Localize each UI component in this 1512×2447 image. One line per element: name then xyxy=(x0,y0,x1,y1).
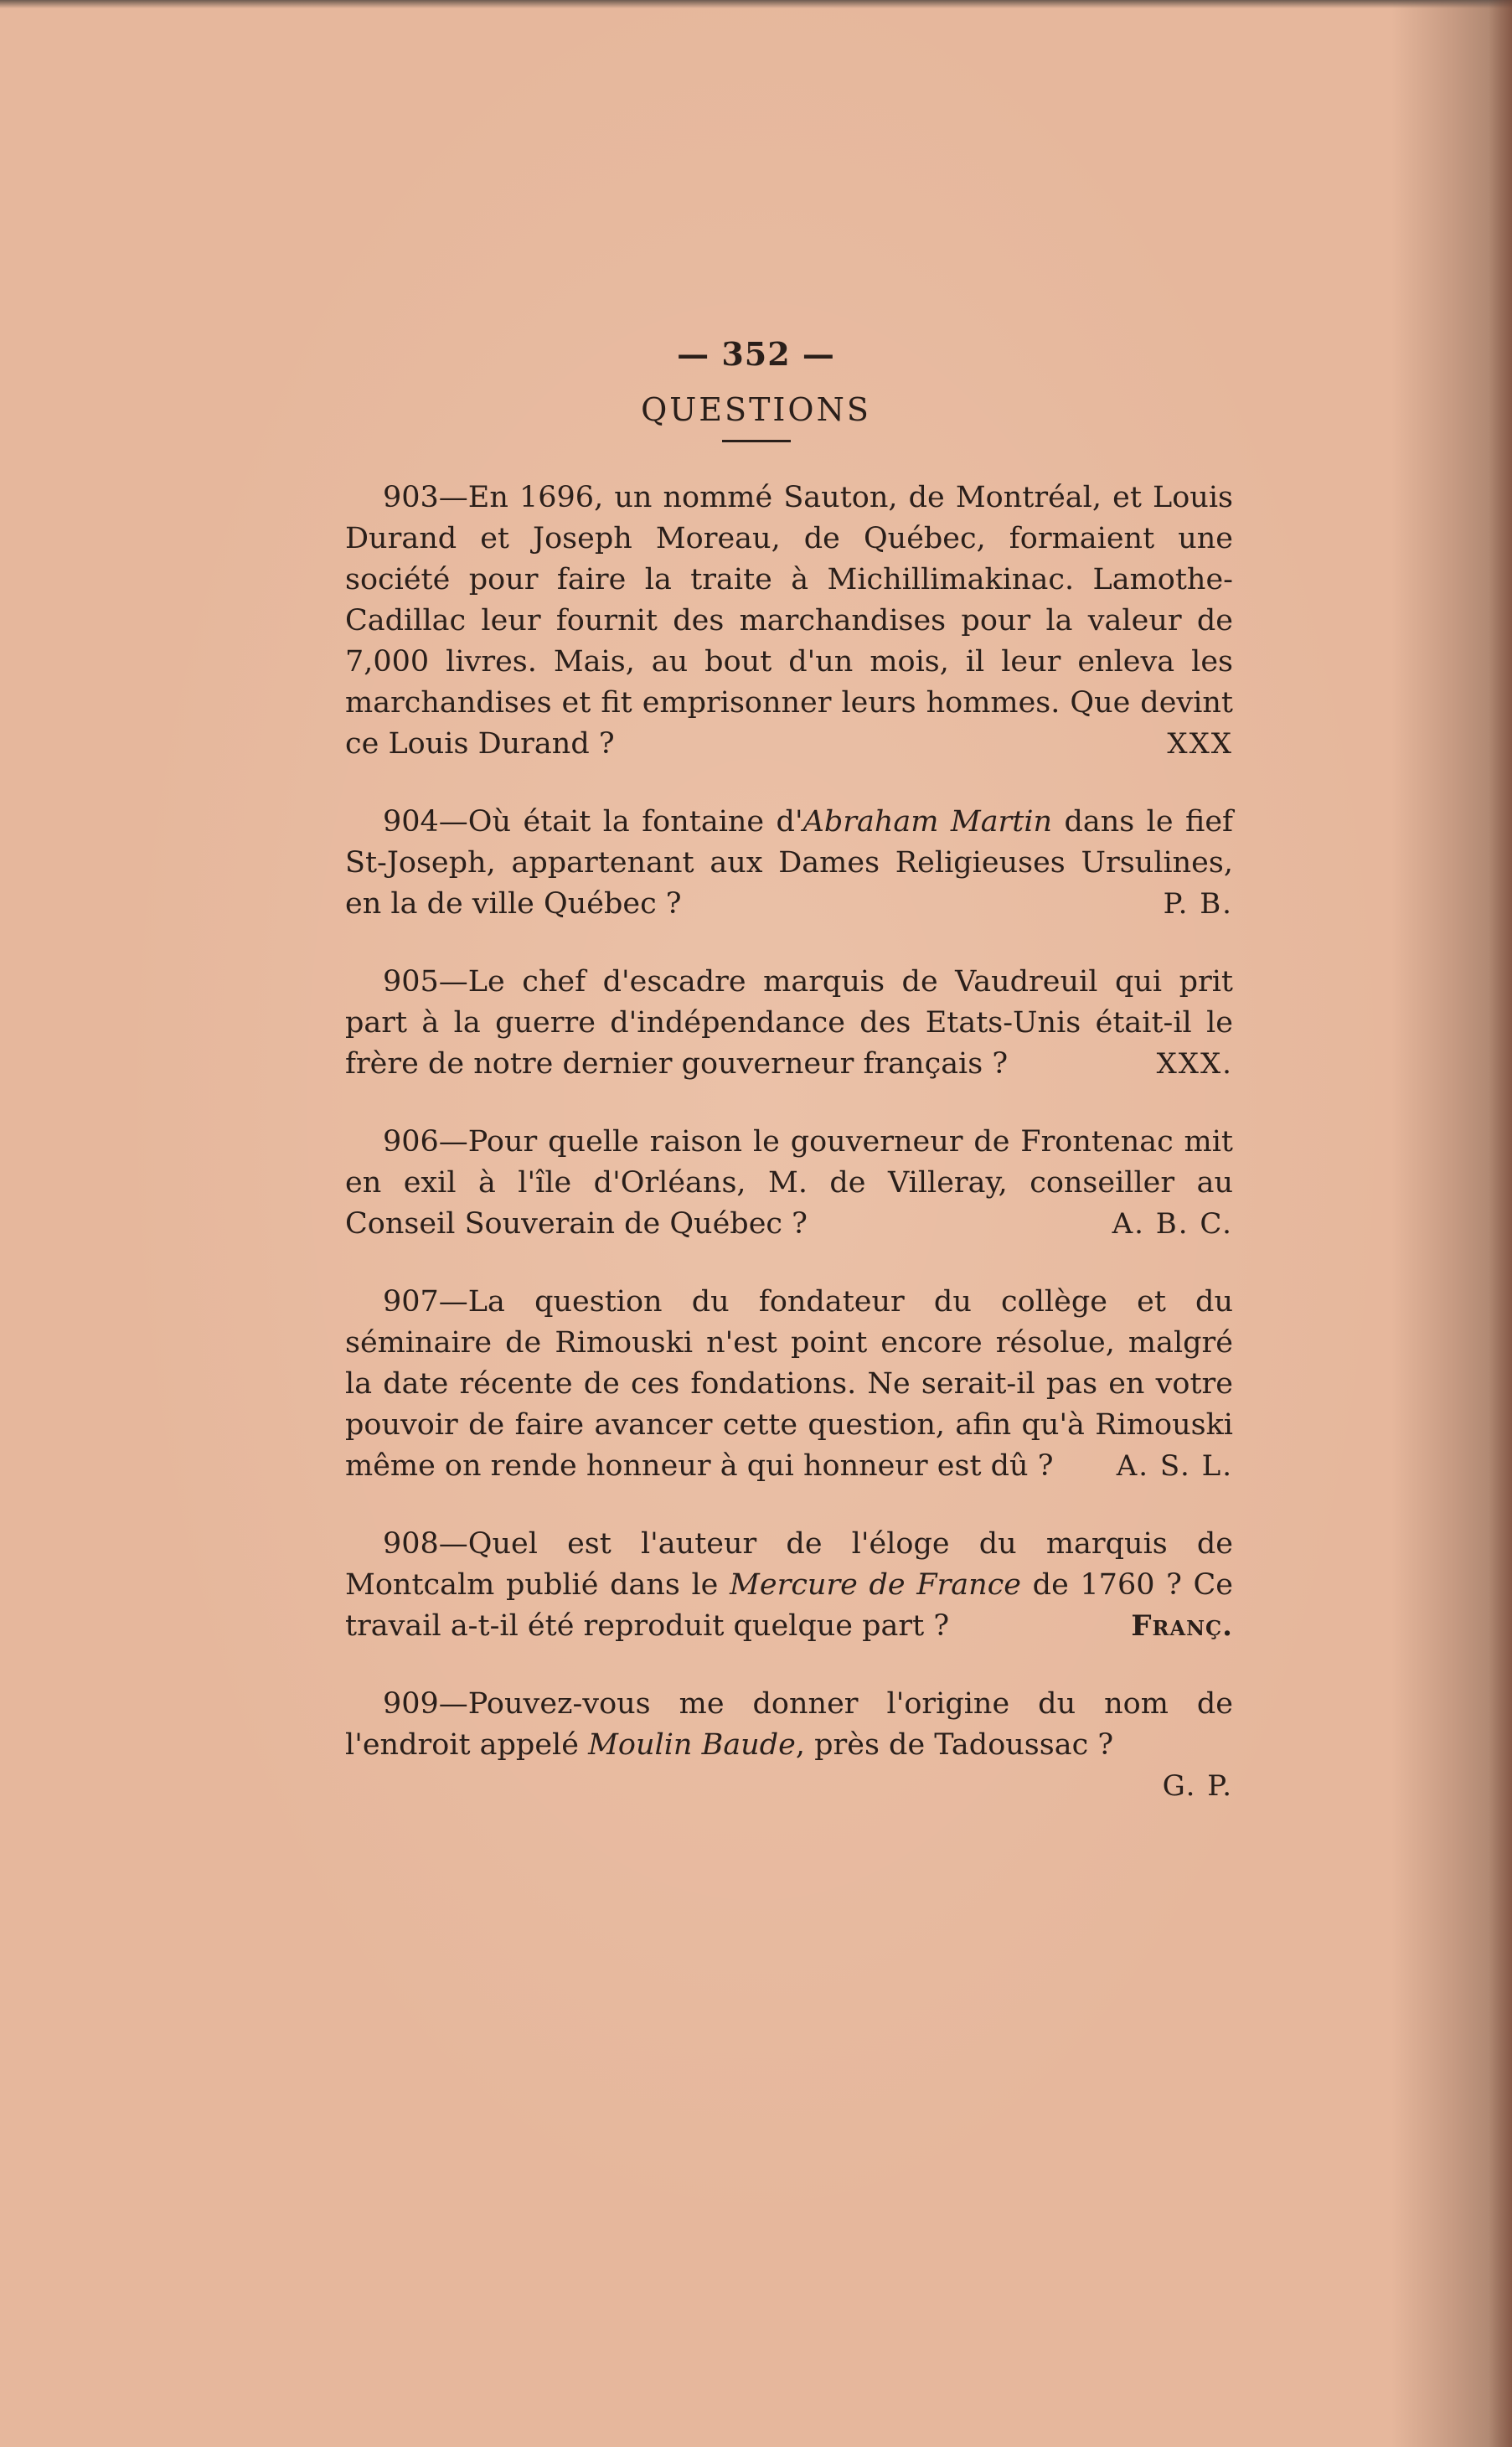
question-text-italic: Abraham Martin xyxy=(802,805,1053,839)
question-text-italic: Mercure de France xyxy=(730,1568,1022,1602)
question-text: dans le fief St-Joseph, appartenant aux Dames Religieuses Ursulines, en la de ville Québec ? xyxy=(345,805,1233,921)
question-entry xyxy=(345,478,1233,765)
question-entry xyxy=(345,1122,1233,1245)
question-signature: P. B. xyxy=(1163,887,1233,921)
question-text: 906—Pour quelle raison le gouverneur de Frontenac mit en exil à l'île d'Orléans, M. de Villeray, conseiller au Conseil Souverain de Québec ? xyxy=(345,1125,1233,1241)
question-signature: G. P. xyxy=(1162,1769,1233,1803)
question-signature: Franç. xyxy=(1131,1609,1233,1643)
question-text: 904—Où était la fontaine d' xyxy=(383,805,803,839)
question-entry xyxy=(345,1684,1233,1807)
question-signature: XXX. xyxy=(1156,1047,1233,1081)
heading-rule xyxy=(722,440,791,442)
question-text: 903—En 1696, un nommé Sauton, de Montréal, et Louis Durand et Joseph Moreau, de Québec, formaient une société pour faire la traite à Michillimakinac. Lamothe-Cadillac leur fournit des marchandises pour la valeur de 7,000 livres. Mais, au bout d'un mois, il leur enleva les marchandises et fit emprisonner leurs hommes. Que devint ce Louis Durand ? xyxy=(345,481,1233,761)
question-text-italic: Moulin Baude xyxy=(588,1728,796,1762)
question-text: de 1760 ? Ce travail a-t-il été reproduit quelque part ? xyxy=(345,1568,1233,1643)
question-text: 905—Le chef d'escadre marquis de Vaudreuil qui prit part à la guerre d'indépendance des Etats-Unis était-il le frère de notre dernier gouverneur français ? xyxy=(345,965,1233,1081)
page-top-edge xyxy=(0,0,1512,8)
question-signature: A. S. L. xyxy=(1116,1449,1233,1483)
question-entry xyxy=(345,1282,1233,1487)
question-entry xyxy=(345,802,1233,925)
question-entry xyxy=(345,962,1233,1085)
questions-list xyxy=(345,478,1233,1844)
question-text: 907—La question du fondateur du collège et du séminaire de Rimouski n'est point encore résolue, malgré la date récente de ces fondations. Ne serait-il pas en votre pouvoir de faire avancer cette question, afin qu'à Rimouski même on rende honneur à qui honneur est dû ? xyxy=(345,1285,1233,1483)
question-text: , près de Tadoussac ? xyxy=(795,1728,1114,1762)
question-signature: XXX xyxy=(1167,727,1233,761)
question-signature: A. B. C. xyxy=(1112,1207,1233,1241)
question-entry xyxy=(345,1524,1233,1647)
section-heading: QUESTIONS xyxy=(641,391,871,428)
question-text: 909—Pouvez-vous me donner l'origine du nom de l'endroit appelé xyxy=(345,1687,1233,1762)
question-text: 908—Quel est l'auteur de l'éloge du marquis de Montcalm publié dans le xyxy=(345,1527,1233,1602)
page-header xyxy=(0,335,1512,442)
page-number: — 352 — xyxy=(677,335,835,373)
